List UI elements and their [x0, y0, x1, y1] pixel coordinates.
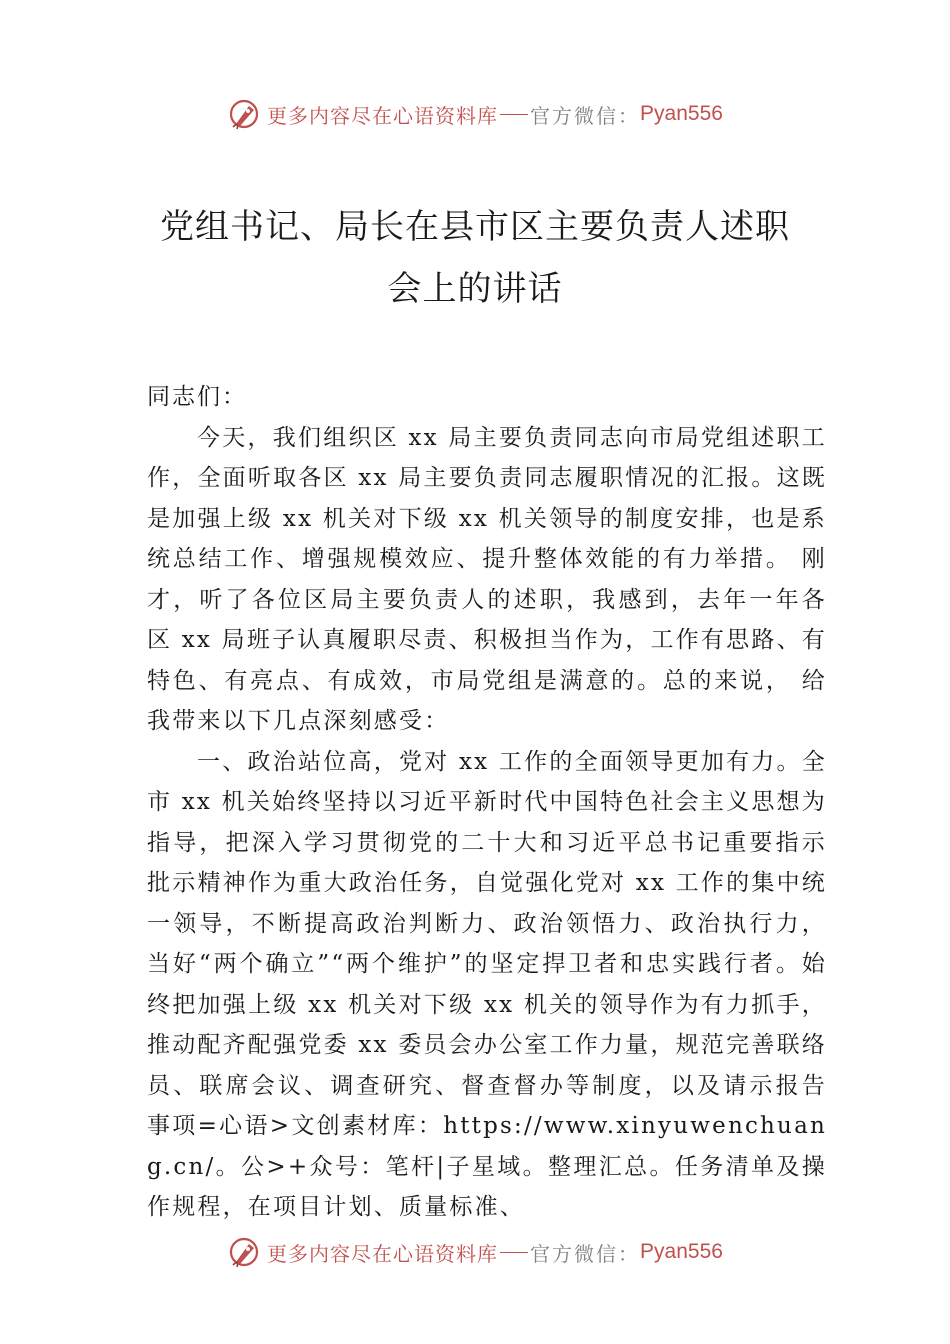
banner-wechat-id: Pyan556: [640, 102, 723, 125]
banner-dash: [500, 1252, 528, 1253]
document-body: [147, 377, 827, 1228]
document-title: [100, 196, 850, 320]
banner-dash: [500, 114, 528, 115]
footer-banner: [0, 1232, 950, 1272]
banner-wechat-label: 官方微信：: [530, 103, 641, 128]
body-paragraph-1: 今天，我们组织区 xx 局主要负责同志向市局党组述职工作，全面听取各区 xx 局主要负责同志履职情况的汇报。这既是加强上级 xx 机关对下级 xx 机关领导的制度安排，也是系统总结工作、增强规模效应、提升整体效能的有力举措。 刚才，听了各位区局主要负责人的述职，我感到，去年一年各区 xx 局班子认真履职尽责、积极担当作为，工作有思路、有特色、有亮点、有成效，市局党组是满意的。总的来说， 给我带来以下几点深刻感受：: [147, 424, 827, 734]
pen-nib-logo-icon: [227, 1235, 261, 1269]
title-line-2: 会上的讲话: [387, 269, 563, 309]
header-banner: [0, 94, 950, 134]
pen-nib-logo-icon: [227, 97, 261, 131]
banner-wechat-label: 官方微信：: [530, 1241, 641, 1266]
banner-slogan: 更多内容尽在心语资料库: [267, 103, 499, 128]
salutation: 同志们：: [147, 384, 247, 410]
title-line-1: 党组书记、局长在县市区主要负责人述职: [160, 207, 790, 247]
banner-wechat-id: Pyan556: [640, 1240, 723, 1263]
banner-slogan: 更多内容尽在心语资料库: [267, 1241, 499, 1266]
body-paragraph-2: 一、政治站位高，党对 xx 工作的全面领导更加有力。全市 xx 机关始终坚持以习近平新时代中国特色社会主义思想为指导，把深入学习贯彻党的二十大和习近平总书记重要指示批示精神作为重大政治任务，自觉强化党对 xx 工作的集中统一领导，不断提高政治判断力、政治领悟力、政治执行力，当好“两个确立”“两个维护”的坚定捍卫者和忠实践行者。始终把加强上级 xx 机关对下级 xx 机关的领导作为有力抓手，推动配齐配强党委 xx 委员会办公室工作力量，规范完善联络员、联席会议、调查研究、督查督办等制度，以及请示报告事项=心语>文创素材库：https://www.xinyuwenchuang.cn/。公>+众号：笔杆|子星域。整理汇总。任务清单及操作规程，在项目计划、质量标准、: [147, 748, 827, 1220]
